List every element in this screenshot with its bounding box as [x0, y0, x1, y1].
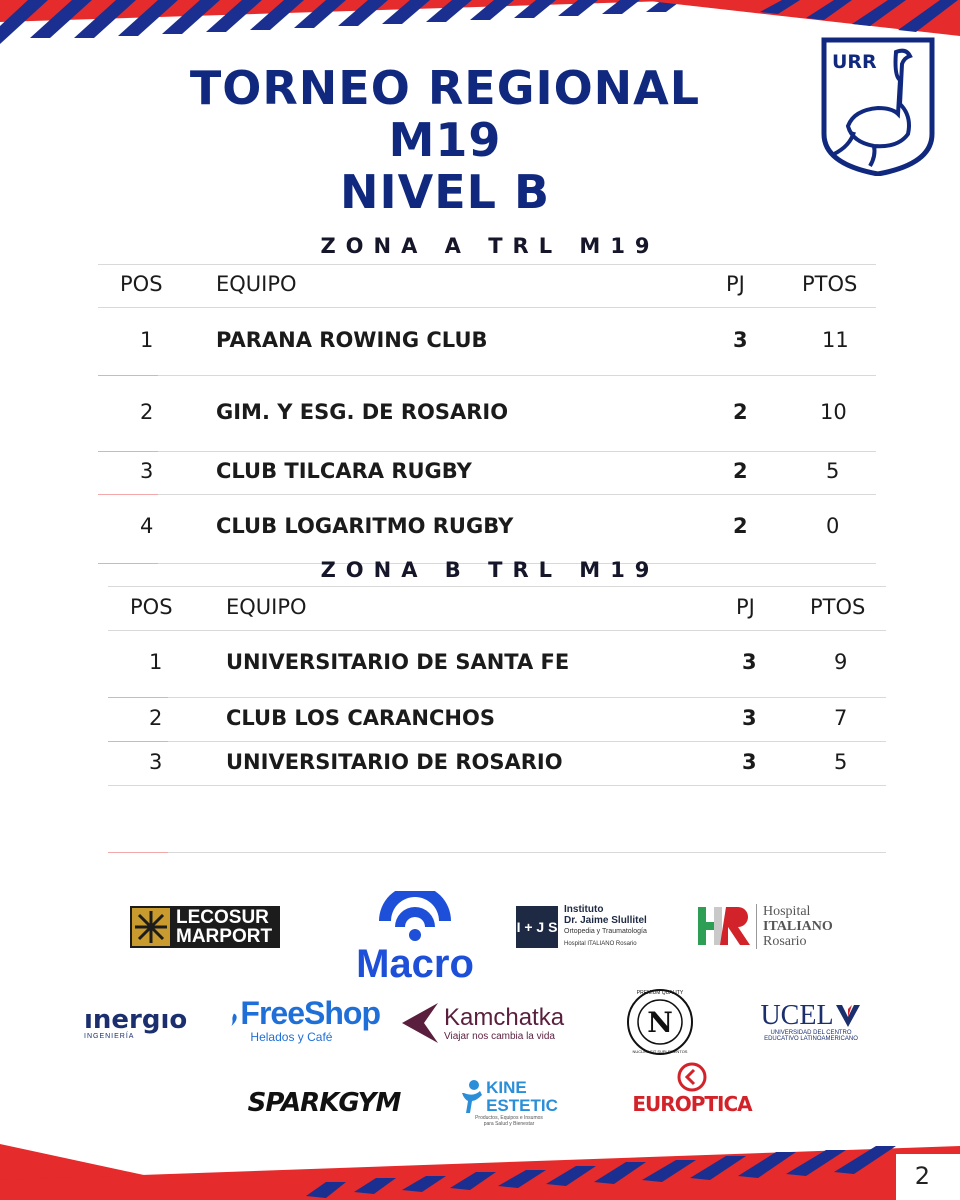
- page-title-line-1: TORNEO REGIONAL: [189, 61, 701, 115]
- row-pos: 1: [149, 650, 163, 674]
- col-pts-header: PTOS: [810, 595, 866, 619]
- ijs-icon: I + J S: [516, 906, 558, 948]
- divider: [108, 630, 886, 631]
- slullitel-text: Dr. Jaime Slullitel: [564, 915, 647, 926]
- macro-logo: [340, 888, 490, 988]
- kine-sub-text-2: para Salud y Bienestar: [483, 1121, 535, 1127]
- table-row: [0, 459, 960, 489]
- divider: [98, 451, 876, 452]
- sparkgym-text: SPARKGYM: [247, 1088, 401, 1118]
- kamchatka-sub-text: Viajar nos cambia la vida: [444, 1030, 555, 1042]
- divider: [108, 586, 886, 587]
- row-pts: 5: [834, 750, 848, 774]
- estetic-text: ESTETIC: [486, 1096, 558, 1115]
- row-pj: 3: [742, 650, 757, 674]
- page-title-line-3: NIVEL B: [339, 165, 551, 219]
- nucleo-fit-logo: [626, 988, 694, 1056]
- europtica-text: EUROPTICA: [632, 1092, 752, 1116]
- zone-a-title: ZONA A TRL M19: [320, 234, 660, 258]
- divider: [98, 307, 876, 308]
- hr-mark-icon: [696, 903, 752, 949]
- row-pts: 9: [834, 650, 848, 674]
- inergio-sub-text: INGENIERÍA: [84, 1032, 135, 1040]
- nucleo-top-text: PREMIUM QUALITY: [636, 990, 684, 996]
- row-team: UNIVERSITARIO DE ROSARIO: [226, 750, 563, 774]
- divider: [98, 375, 876, 376]
- ucel-v-icon: [834, 1003, 862, 1029]
- col-pj-header: PJ: [736, 595, 755, 619]
- ucel-text: UCEL: [760, 1000, 834, 1031]
- divider: [98, 264, 876, 265]
- divider: [108, 785, 886, 786]
- page-number: 2: [914, 1162, 930, 1190]
- zone-b-header-row: [0, 595, 960, 625]
- table-row: [0, 328, 960, 358]
- hospital-italiano-logo: [696, 898, 836, 954]
- marport-text: MARPORT: [176, 926, 273, 947]
- nucleo-badge-icon: [626, 988, 694, 1056]
- table-row: [0, 650, 960, 680]
- divider: [108, 852, 886, 853]
- inergio-text: ınergıo: [84, 1004, 188, 1035]
- row-pj: 2: [733, 400, 748, 424]
- nucleo-bottom-text: NUCLEO FIT SUPLEMENTOS: [632, 1049, 688, 1054]
- macro-signal-icon: [373, 891, 457, 943]
- col-pts-header: PTOS: [802, 272, 858, 296]
- lecosur-text: LECOSUR: [176, 907, 269, 928]
- inergio-logo: [84, 1002, 196, 1044]
- sponsors-area: [0, 880, 960, 1140]
- ucel-sub-text-1: UNIVERSIDAD DEL CENTRO: [770, 1030, 852, 1036]
- zone-a-header-row: [0, 272, 960, 302]
- lecosur-emblem-icon: [132, 908, 170, 946]
- row-pos: 3: [149, 750, 163, 774]
- row-pj: 3: [742, 706, 757, 730]
- divider: [98, 494, 876, 495]
- svg-text:N: N: [647, 1006, 673, 1039]
- bottom-stripe-decoration: [0, 1110, 960, 1200]
- top-stripe-decoration: [0, 0, 960, 70]
- instituto-text: Instituto: [564, 904, 604, 915]
- divider: [108, 741, 886, 742]
- row-pos: 2: [140, 400, 154, 424]
- col-pos-header: POS: [130, 595, 173, 619]
- row-team: UNIVERSITARIO DE SANTA FE: [226, 650, 570, 674]
- row-pos: 2: [149, 706, 163, 730]
- table-row: [0, 400, 960, 430]
- col-pos-header: POS: [120, 272, 163, 296]
- page-title-line-2: M19: [388, 113, 502, 167]
- col-team-header: EQUIPO: [216, 272, 297, 296]
- hospital-rosario-text: Hospital ITALIANO Rosario: [564, 941, 637, 947]
- table-row: [0, 706, 960, 736]
- row-team: CLUB LOS CARANCHOS: [226, 706, 495, 730]
- row-pts: 11: [822, 328, 849, 352]
- europtica-eye-icon: [677, 1062, 707, 1092]
- row-pts: 0: [826, 514, 840, 538]
- col-team-header: EQUIPO: [226, 595, 307, 619]
- table-row: [0, 750, 960, 780]
- divider: [108, 697, 886, 698]
- macro-text: Macro: [356, 942, 474, 986]
- row-team: GIM. Y ESG. DE ROSARIO: [216, 400, 509, 424]
- row-pj: 2: [733, 514, 748, 538]
- row-pos: 4: [140, 514, 154, 538]
- col-pj-header: PJ: [726, 272, 745, 296]
- freeshop-cone-icon: [230, 992, 238, 1048]
- row-pj: 2: [733, 459, 748, 483]
- lecosur-marport-logo: [130, 906, 280, 948]
- kamchatka-logo: [400, 996, 580, 1050]
- row-team: PARANA ROWING CLUB: [216, 328, 488, 352]
- freeshop-sub-text: Helados y Café: [250, 1030, 333, 1044]
- row-pts: 7: [834, 706, 848, 730]
- row-pts: 5: [826, 459, 840, 483]
- freeshop-logo: [230, 990, 380, 1050]
- zone-b-title: ZONA B TRL M19: [320, 558, 660, 582]
- ucel-sub-text-2: EDUCATIVO LATINOAMERICANO: [764, 1036, 858, 1042]
- italiano-text: ITALIANO: [763, 918, 833, 934]
- rosario-text: Rosario: [763, 933, 807, 949]
- row-pj: 3: [733, 328, 748, 352]
- freeshop-text: FreeShop: [240, 995, 380, 1031]
- row-pos: 1: [140, 328, 154, 352]
- kamchatka-text: Kamchatka: [444, 1003, 565, 1031]
- ucel-logo: [744, 998, 878, 1046]
- row-pts: 10: [820, 400, 847, 424]
- instituto-slullitel-logo: [516, 902, 666, 952]
- kine-sub-text-1: Productos, Equipos e Insumos: [475, 1115, 543, 1121]
- ortopedia-text: Ortopedia y Traumatología: [564, 928, 647, 935]
- kine-text: KINE: [486, 1078, 527, 1097]
- table-row: [0, 514, 960, 544]
- kamchatka-k-icon: [400, 1001, 442, 1045]
- row-team: CLUB LOGARITMO RUGBY: [216, 514, 514, 538]
- hospital-text: Hospital: [763, 903, 811, 919]
- svg-text:URR: URR: [832, 51, 877, 73]
- row-pos: 3: [140, 459, 154, 483]
- row-team: CLUB TILCARA RUGBY: [216, 459, 472, 483]
- row-pj: 3: [742, 750, 757, 774]
